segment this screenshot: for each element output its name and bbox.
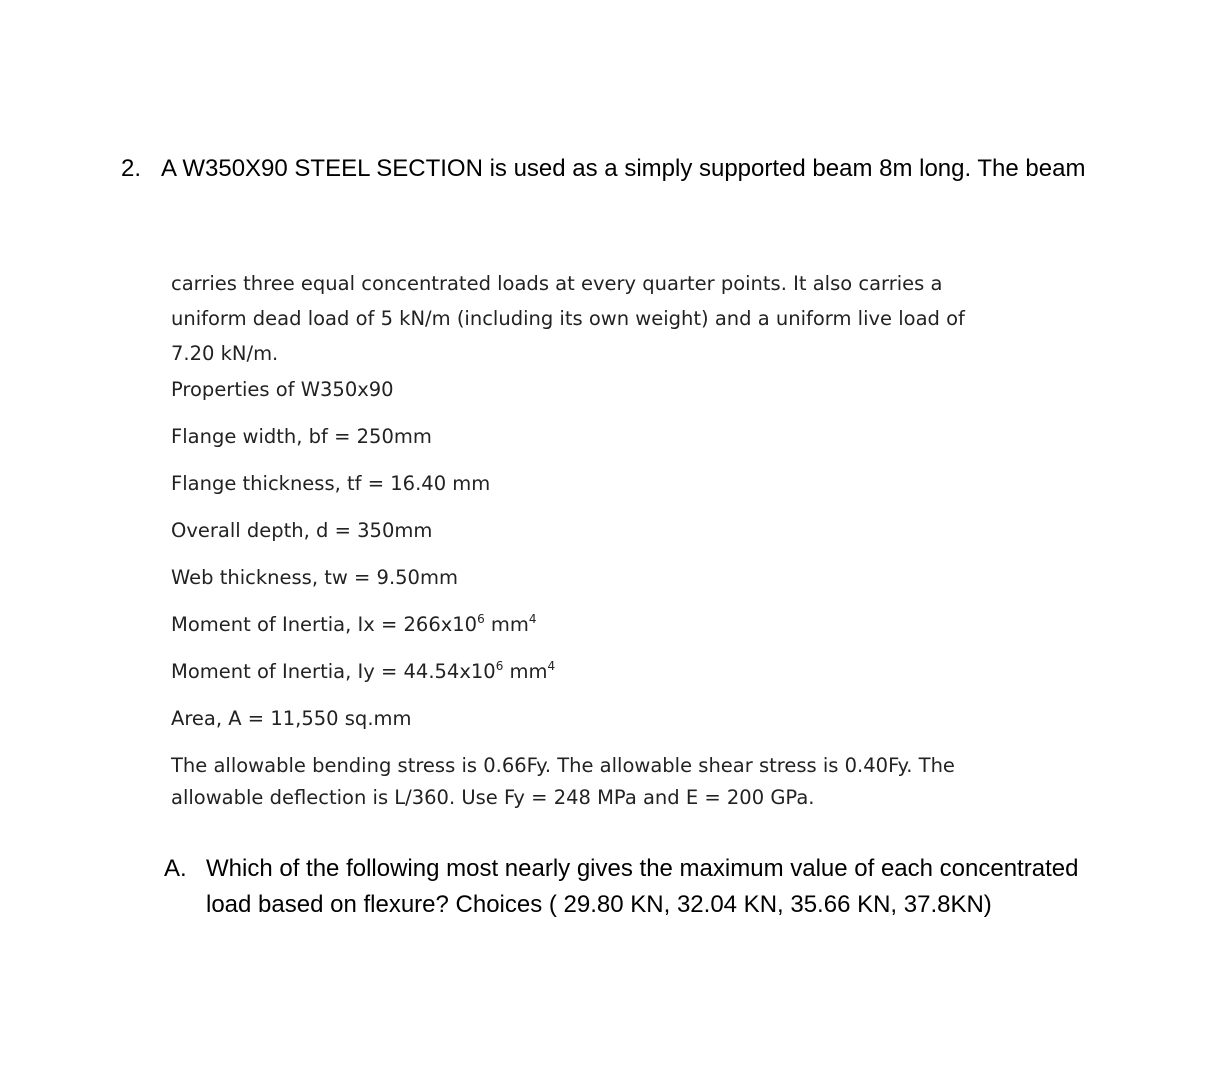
description-line: carries three equal concentrated loads at every quarter points. It also carries a [171, 272, 943, 295]
problem-statement [121, 153, 1085, 185]
moment-of-inertia-y: Moment of Inertia, $Iy = 44.54x10^6$ $mm^4$ [171, 659, 556, 683]
question-line: load based on flexure? Choices ( 29.80 KN, 32.04 KN, 35.66 KN, 37.8KN) [206, 891, 992, 918]
web-thickness: Web thickness, tw = 9.50mm [171, 566, 458, 589]
allowables-line: The allowable bending stress is 0.66Fy. The allowable shear stress is 0.40Fy. The [171, 754, 955, 777]
description-paragraph [171, 266, 965, 371]
allowables-paragraph [171, 750, 955, 814]
problem-intro: A W350X90 STEEL SECTION is used as a simply supported beam 8m long. The beam [161, 155, 1086, 182]
question-a [164, 851, 1078, 923]
flange-width: Flange width, bf = 250mm [171, 425, 432, 448]
question-line: Which of the following most nearly gives the maximum value of each concentrated [206, 855, 1079, 882]
allowables-line: allowable deflection is L/360. Use Fy = 248 MPa and E = 200 GPa. [171, 786, 815, 809]
area: Area, A = 11,550 sq.mm [171, 707, 412, 730]
problem-number: 2. [121, 155, 142, 182]
moment-of-inertia-x: Moment of Inertia, $Ix = 266x10^6$ $mm^4$ [171, 612, 537, 636]
description-line: 7.20 kN/m. [171, 342, 279, 365]
overall-depth: Overall depth, d = 350mm [171, 519, 433, 542]
properties-heading: Properties of W350x90 [171, 378, 394, 401]
question-letter: A. [164, 855, 187, 882]
flange-thickness: Flange thickness, tf = 16.40 mm [171, 472, 491, 495]
description-line: uniform dead load of 5 kN/m (including its own weight) and a uniform live load of [171, 307, 965, 330]
